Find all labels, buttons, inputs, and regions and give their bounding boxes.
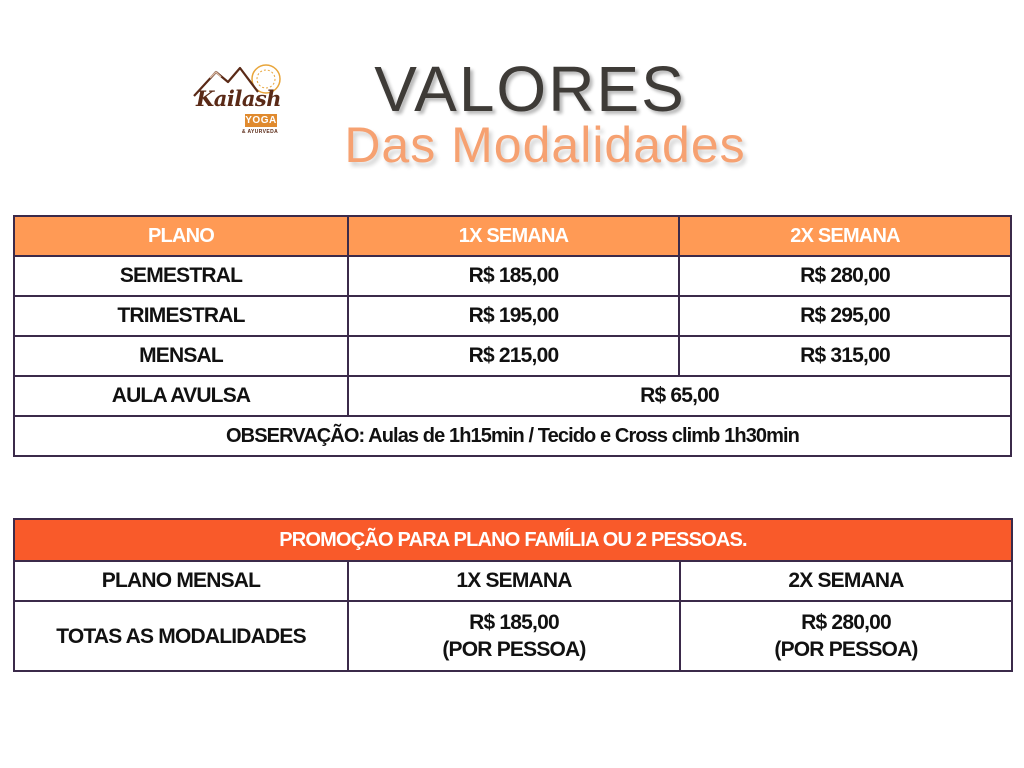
table-row [14, 296, 1011, 336]
page-subtitle: Das Modalidades [344, 117, 746, 173]
column-header-twice-week: 2X SEMANA [679, 216, 1011, 256]
table-row [14, 601, 1012, 671]
promo-title: PROMOÇÃO PARA PLANO FAMÍLIA OU 2 PESSOAS. [14, 519, 1012, 561]
price-once-week: R$ 195,00 [348, 296, 679, 336]
price-unit: (POR PESSOA) [774, 638, 918, 661]
plan-name: TRIMESTRAL [14, 296, 348, 336]
promo-column-headers [14, 561, 1012, 601]
page-title: VALORES [374, 53, 686, 125]
column-header-once-week: 1X SEMANA [348, 561, 680, 601]
price-value: R$ 280,00 [801, 611, 891, 634]
price-unit: (POR PESSOA) [442, 638, 586, 661]
prices-table [13, 215, 1012, 457]
logo-badge: YOGA [245, 115, 277, 126]
promo-price-once-week [348, 601, 680, 671]
logo-tagline: & AYURVEDA [241, 129, 279, 135]
promo-header [14, 519, 1012, 561]
brand-logo [188, 62, 288, 142]
price-twice-week: R$ 295,00 [679, 296, 1011, 336]
column-header-monthly-plan: PLANO MENSAL [14, 561, 348, 601]
table-row-note [14, 416, 1011, 456]
column-header-twice-week: 2X SEMANA [680, 561, 1012, 601]
table-row [14, 336, 1011, 376]
price-twice-week: R$ 315,00 [679, 336, 1011, 376]
single-class-price: R$ 65,00 [348, 376, 1011, 416]
promo-table [13, 518, 1013, 672]
price-value: R$ 185,00 [469, 611, 559, 634]
observation-note: OBSERVAÇÃO: Aulas de 1h15min / Tecido e Cross climb 1h30min [14, 416, 1011, 456]
price-once-week: R$ 215,00 [348, 336, 679, 376]
column-header-plan: PLANO [14, 216, 348, 256]
column-header-once-week: 1X SEMANA [348, 216, 679, 256]
price-twice-week: R$ 280,00 [679, 256, 1011, 296]
logo-wordmark: Kailash [196, 86, 282, 111]
table-row [14, 256, 1011, 296]
plan-name: MENSAL [14, 336, 348, 376]
promo-row-label: TOTAS AS MODALIDADES [14, 601, 348, 671]
plan-name: SEMESTRAL [14, 256, 348, 296]
table-row-single-class [14, 376, 1011, 416]
promo-price-twice-week [680, 601, 1012, 671]
prices-table-header [14, 216, 1011, 256]
price-once-week: R$ 185,00 [348, 256, 679, 296]
single-class-label: AULA AVULSA [14, 376, 348, 416]
